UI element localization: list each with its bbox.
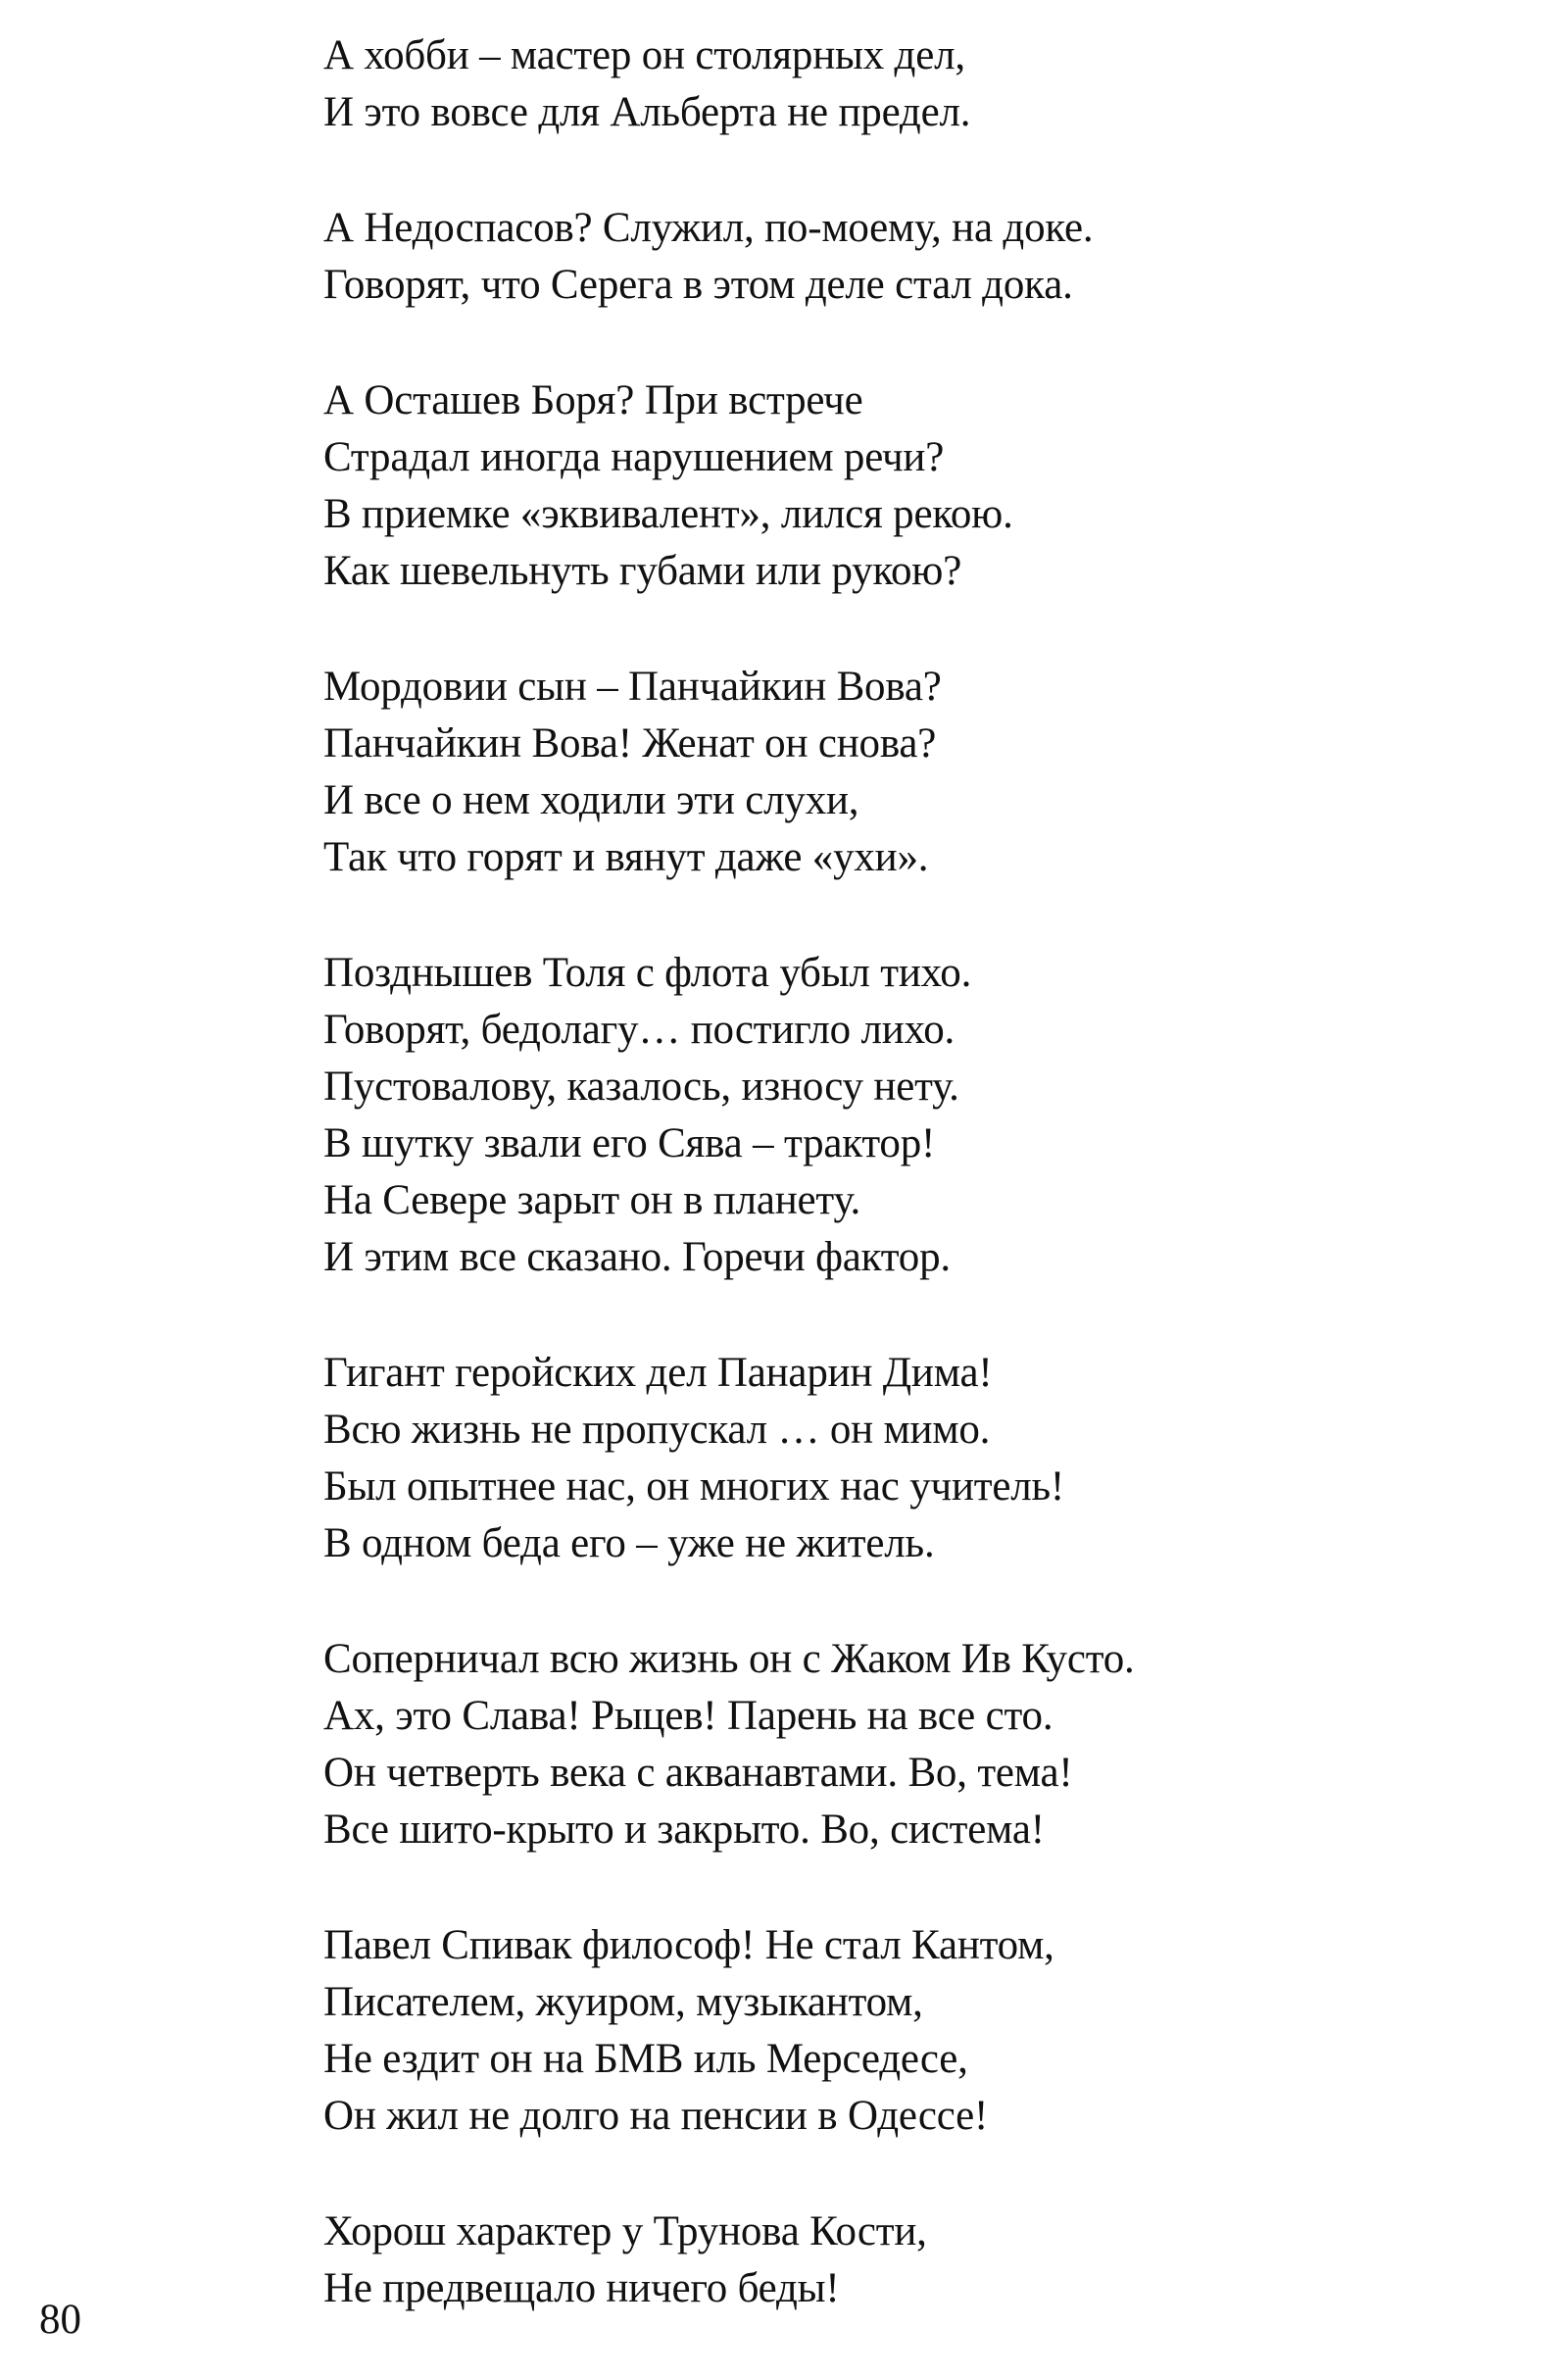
poem-line: Был опытнее нас, он многих нас учитель! <box>323 1463 1065 1510</box>
poem-line: Говорят, бедолагу… постигло лихо. <box>323 1007 956 1053</box>
stanza-1 <box>323 27 1539 141</box>
poem-line: А Осташев Боря? При встрече <box>323 377 863 423</box>
poem-line: Мордовии сын – Панчайкин Вова? <box>323 664 942 710</box>
poem-line: Соперничал всю жизнь он с Жаком Ив Кусто. <box>323 1636 1135 1682</box>
poem-line: Хорош характер у Трунова Кости, <box>323 2208 927 2254</box>
poem-line: И это вовсе для Альберта не предел. <box>323 89 971 135</box>
poem <box>323 27 1539 2376</box>
poem-line: Панчайкин Вова! Женат он снова? <box>323 720 937 767</box>
poem-line: Не ездит он на БМВ иль Мерседесе, <box>323 2036 968 2082</box>
stanza-5 <box>323 945 1539 1286</box>
page-number: 80 <box>39 2297 81 2343</box>
stanza-3 <box>323 372 1539 600</box>
stanza-7 <box>323 1631 1539 1858</box>
stanza-8 <box>323 1917 1539 2145</box>
poem-line: Не предвещало ничего беды! <box>323 2265 840 2311</box>
stanza-2 <box>323 200 1539 314</box>
poem-line: Писателем, жуиром, музыкантом, <box>323 1979 923 2025</box>
poem-line: Он четверть века с акванавтами. Во, тема! <box>323 1750 1073 1796</box>
poem-line: Он жил не долго на пенсии в Одессе! <box>323 2093 989 2139</box>
poem-line: В приемке «эквивалент», лился рекою. <box>323 491 1013 537</box>
poem-line: В шутку звали его Сява – трактор! <box>323 1120 936 1166</box>
stanza-9 <box>323 2204 1539 2317</box>
poem-line: И этим все сказано. Горечи фактор. <box>323 1234 951 1280</box>
poem-line: А хобби – мастер он столярных дел, <box>323 32 965 78</box>
poem-line: Гигант геройских дел Панарин Дима! <box>323 1350 993 1396</box>
poem-line: Говорят, что Серега в этом деле стал дока. <box>323 262 1073 308</box>
poem-line: Ах, это Слава! Рыцев! Парень на все сто. <box>323 1693 1054 1739</box>
stanza-6 <box>323 1345 1539 1572</box>
poem-line: Всю жизнь не пропускал … он мимо. <box>323 1407 991 1453</box>
poem-line: Позднышев Толя с флота убыл тихо. <box>323 950 972 996</box>
poem-line: Пустовалову, казалось, износу нету. <box>323 1064 959 1110</box>
poem-line: А Недоспасов? Служил, по-моему, на доке. <box>323 205 1094 251</box>
poem-line: Павел Спивак философ! Не стал Кантом, <box>323 1922 1054 1968</box>
poem-line: Страдал иногда нарушением речи? <box>323 434 945 480</box>
poem-line: Как шевельнуть губами или рукою? <box>323 548 962 594</box>
poem-line: Так что горят и вянут даже «ухи». <box>323 834 929 880</box>
poem-line: И все о нем ходили эти слухи, <box>323 777 859 823</box>
poem-line: На Севере зарыт он в планету. <box>323 1177 860 1223</box>
poem-line: Все шито-крыто и закрыто. Во, система! <box>323 1807 1045 1853</box>
stanza-4 <box>323 659 1539 886</box>
poem-line: В одном беда его – уже не житель. <box>323 1520 935 1566</box>
